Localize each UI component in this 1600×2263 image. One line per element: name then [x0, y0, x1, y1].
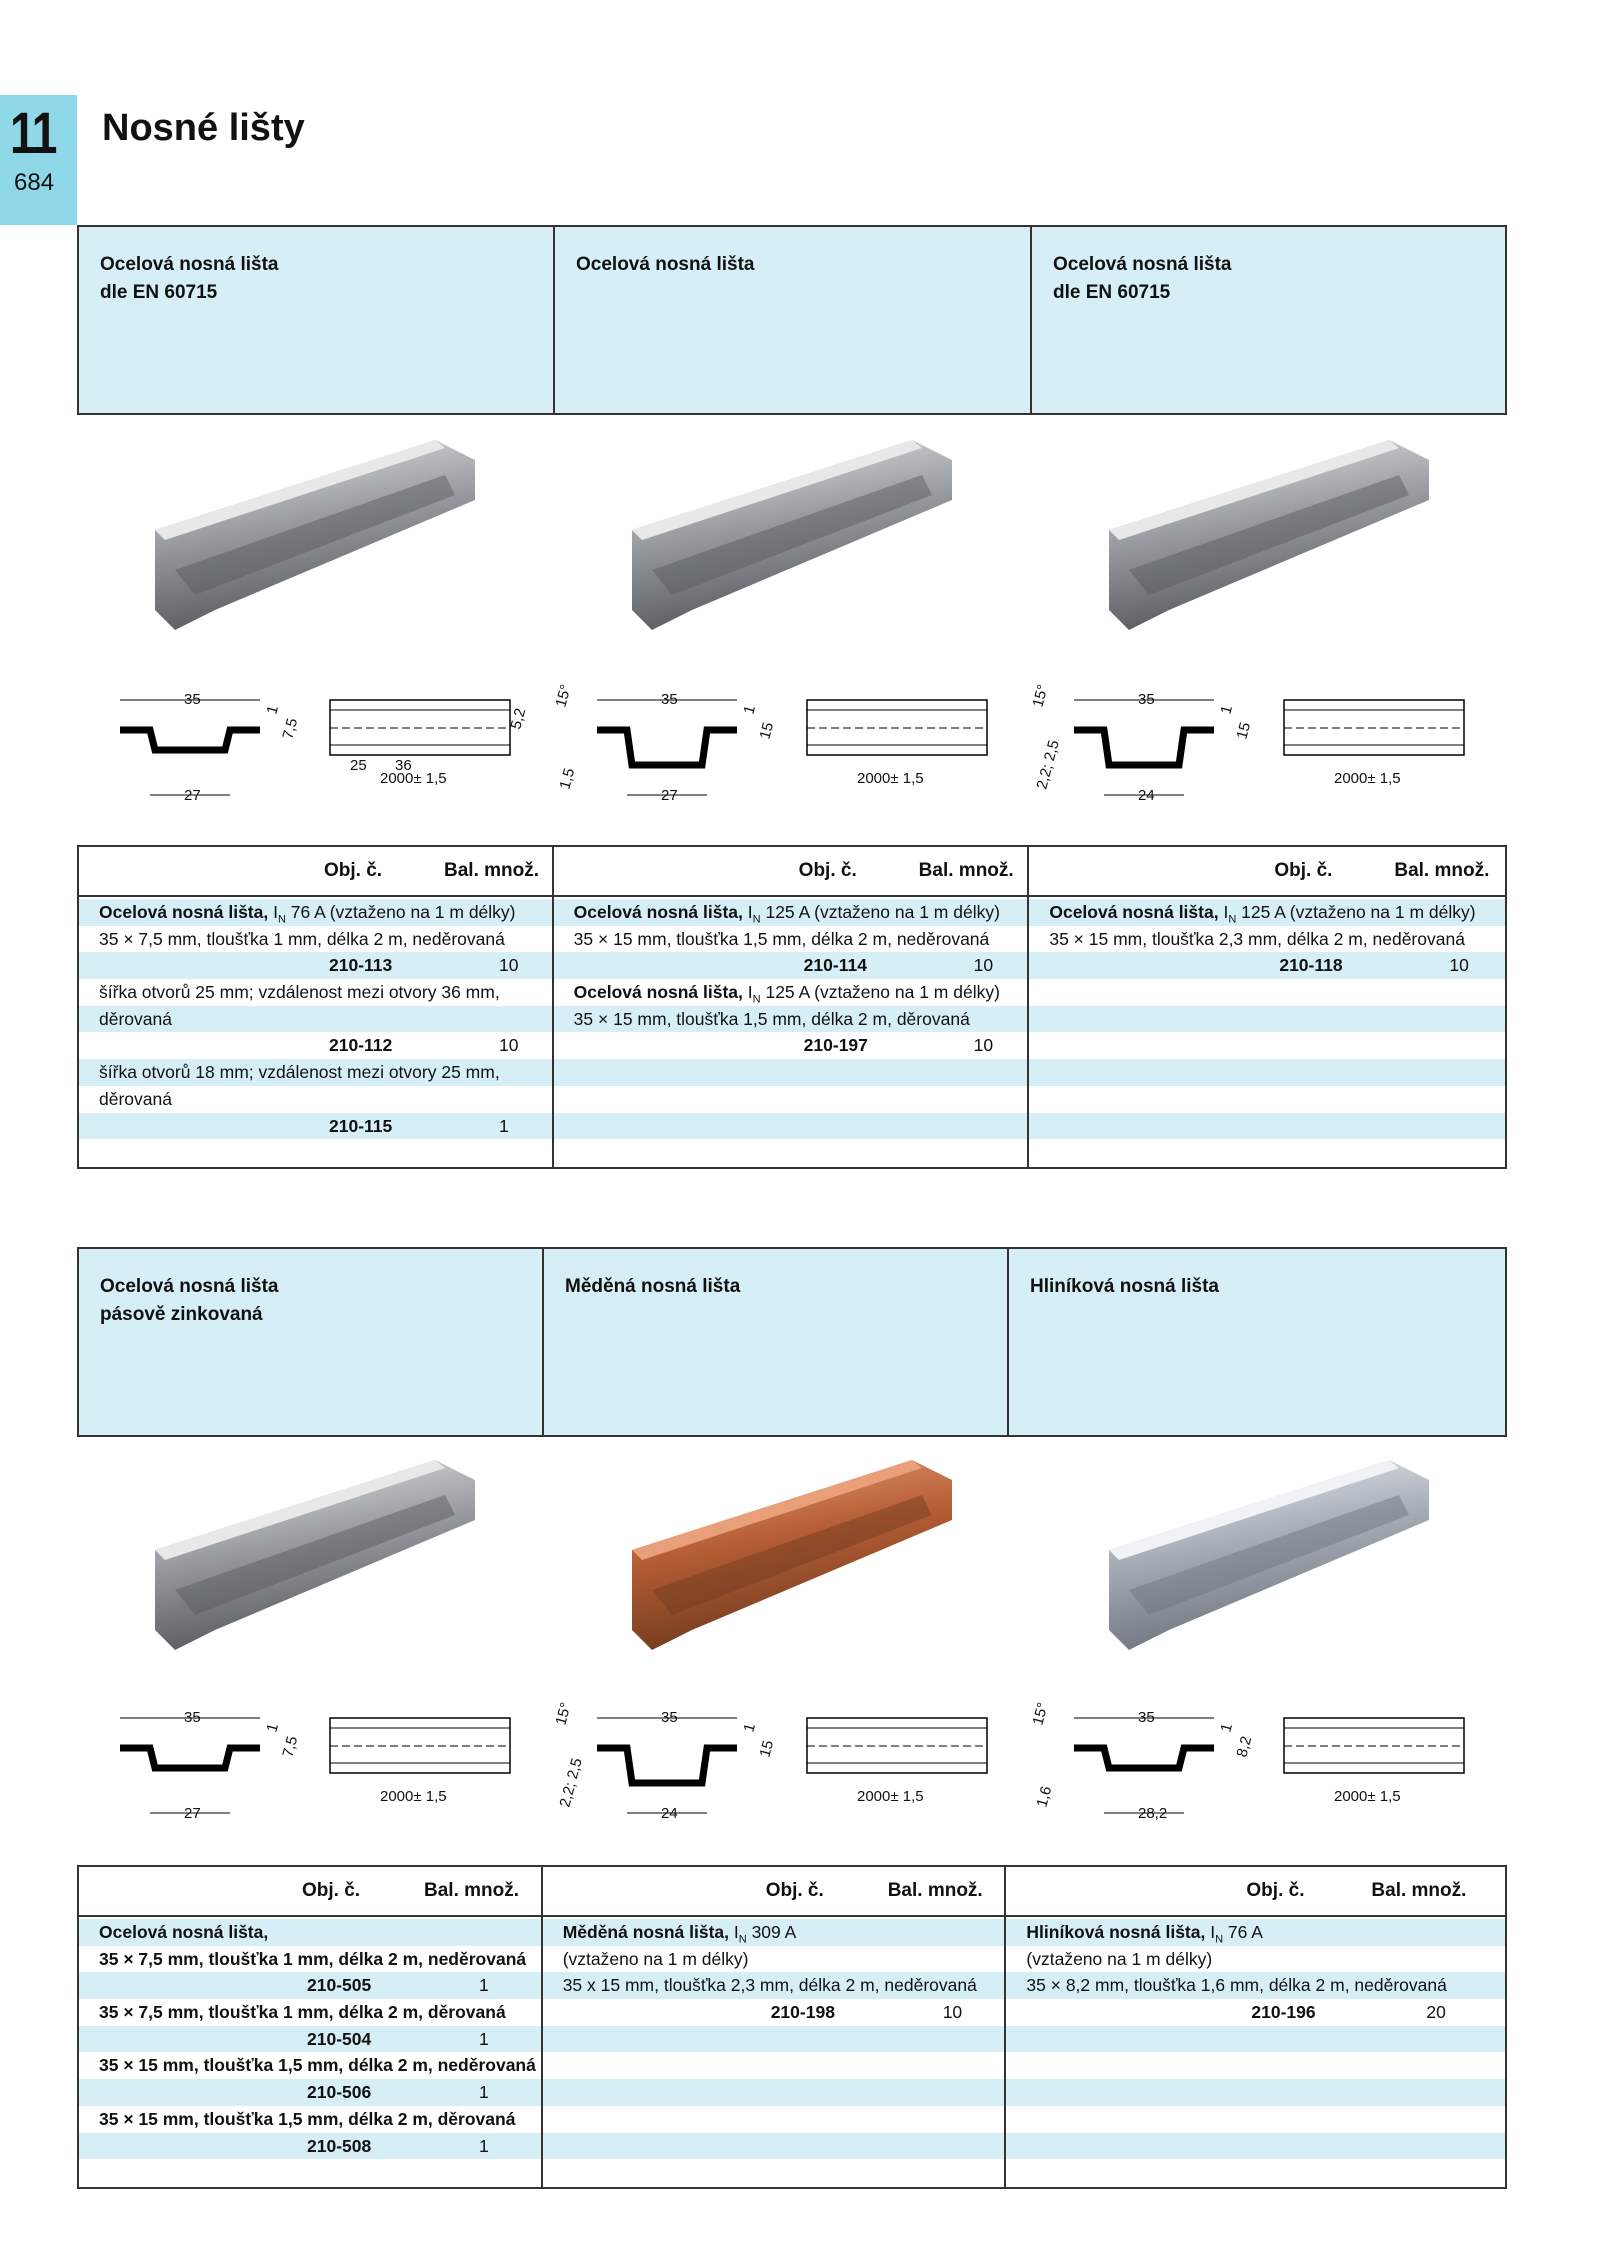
table-row — [79, 2052, 541, 2079]
table-row — [1006, 1946, 1505, 1973]
product-title-line: dle EN 60715 — [100, 282, 218, 303]
table-row — [1029, 1059, 1505, 1086]
row-text: (vztaženo na 1 m délky) — [562, 1948, 749, 1969]
product-title — [79, 1249, 544, 1435]
pack-quantity: 10 — [1449, 955, 1469, 976]
dim-label-length: 2000± 1,5 — [1333, 1788, 1401, 1805]
table-row — [554, 952, 1028, 979]
pack-quantity: 10 — [973, 1035, 994, 1056]
order-table-column — [79, 1867, 543, 2187]
table-row — [543, 2159, 1005, 2186]
pack-quantity: 1 — [479, 1975, 489, 1996]
table-row — [554, 1086, 1028, 1113]
dim-label-width: 35 — [1137, 1709, 1155, 1726]
table-row — [1006, 2079, 1505, 2106]
dim-label-width: 35 — [661, 1709, 678, 1726]
product-drawing-cell — [77, 670, 554, 840]
dim-label-inner: 24 — [1137, 787, 1155, 804]
table-row — [1006, 2133, 1505, 2160]
table-row — [79, 2133, 541, 2160]
table-rows — [554, 897, 1028, 1167]
row-bold-text: Měděná nosná lišta, — [562, 1922, 729, 1942]
dim-label-height: 7,5 — [279, 1734, 302, 1760]
row-text: 309 A — [746, 1922, 797, 1942]
dim-label-width: 35 — [661, 691, 678, 708]
dim-label-inner: 28,2 — [1137, 1805, 1167, 1822]
rail-photo — [612, 1440, 972, 1670]
dim-label-inner: 27 — [661, 787, 678, 804]
dim-label-slot: 25 — [350, 757, 368, 774]
table-row — [1029, 1113, 1505, 1140]
rail-profile — [120, 1748, 260, 1768]
rail-photo — [135, 1440, 495, 1670]
table-row — [79, 899, 552, 926]
header-order-number: Obj. č. — [302, 1880, 361, 1901]
dim-label-thick: 1 — [740, 703, 760, 717]
product-photo-cell — [554, 1440, 1031, 1670]
product-photo-cell — [1030, 420, 1507, 650]
rail-photo — [1089, 1440, 1449, 1670]
pack-quantity: 1 — [479, 2135, 489, 2156]
table-rows — [79, 1917, 541, 2187]
table-row — [554, 926, 1028, 953]
table-row — [1029, 899, 1505, 926]
current-symbol: I — [747, 902, 753, 922]
order-table-column — [543, 1867, 1007, 2187]
dim-label-width: 35 — [184, 1709, 202, 1726]
row-text: 35 × 15 mm, tloušťka 1,5 mm, délka 2 m, děrovaná — [573, 1008, 970, 1029]
dim-label-thick: 1 — [263, 1721, 283, 1735]
dim-label-height: 15 — [756, 720, 778, 742]
table-row — [543, 2052, 1005, 2079]
current-symbol: I — [1210, 1922, 1216, 1942]
row-text: šířka otvorů 18 mm; vzdálenost mezi otvory 25 mm, — [99, 1062, 500, 1083]
chapter-tab — [0, 95, 77, 225]
order-number[interactable]: 210-114 — [803, 955, 867, 976]
dimension-drawing — [80, 670, 550, 840]
table-row — [1029, 952, 1505, 979]
row-text: 35 × 7,5 mm, tloušťka 1 mm, délka 2 m, neděrovaná — [99, 928, 505, 949]
product-drawing-cell — [77, 1688, 554, 1858]
row-bold-text: 35 × 7,5 mm, tloušťka 1 mm, délka 2 m, děrovaná — [99, 2002, 506, 2023]
dim-label-angle: 15° — [552, 1700, 575, 1728]
header-pack-quantity: Bal. množ. — [424, 1880, 520, 1901]
pack-quantity: 1 — [479, 2082, 489, 2103]
table-row — [554, 1113, 1028, 1140]
current-symbol: I — [733, 1922, 739, 1942]
header-pack-quantity: Bal. množ. — [444, 860, 540, 881]
row-text: šířka otvorů 25 mm; vzdálenost mezi otvory 36 mm, — [99, 982, 500, 1003]
header-pack-quantity: Bal. množ. — [1394, 860, 1490, 881]
current-subscript: N — [1215, 1933, 1224, 1946]
header-order-number: Obj. č. — [765, 1880, 824, 1901]
product-header-box — [77, 1247, 1507, 1437]
row-text: 125 A (vztaženo na 1 m délky) — [1236, 902, 1476, 922]
table-row — [79, 1086, 552, 1113]
row-text: 35 x 15 mm, tloušťka 2,3 mm, délka 2 m, neděrovaná — [562, 1975, 977, 1996]
order-number[interactable]: 210-198 — [770, 2002, 835, 2023]
header-pack-quantity: Bal. množ. — [1371, 1880, 1467, 1901]
current-symbol: I — [1223, 902, 1229, 922]
row-text: děrovaná — [99, 1088, 172, 1109]
order-table — [77, 845, 1507, 1169]
product-title-line: pásově zinkovaná — [100, 1304, 263, 1325]
product-photos — [77, 1440, 1507, 1670]
row-bold-text: Ocelová nosná lišta, — [573, 982, 743, 1003]
dim-label-inner: 27 — [184, 1805, 202, 1822]
order-number[interactable]: 210-196 — [1251, 2002, 1316, 2023]
row-bold-text: Hliníková nosná lišta, — [1026, 1922, 1206, 1942]
current-subscript: N — [752, 913, 761, 926]
product-title-line: Ocelová nosná lišta — [1053, 254, 1232, 275]
current-symbol: I — [273, 902, 278, 922]
table-row — [79, 1032, 552, 1059]
table-header — [79, 1867, 541, 1917]
dim-label-height: 8,2 — [1233, 1734, 1255, 1760]
table-row — [79, 1999, 541, 2026]
table-row — [1029, 1139, 1505, 1166]
table-row — [79, 1113, 552, 1140]
rail-profile — [597, 730, 737, 765]
order-table-column — [554, 847, 1030, 1167]
row-text: 76 A (vztaženo na 1 m délky) — [285, 902, 516, 922]
product-title-line: Ocelová nosná lišta — [100, 254, 279, 275]
dim-label-length: 2000± 1,5 — [380, 1788, 447, 1805]
table-rows — [79, 897, 552, 1167]
pack-quantity: 1 — [479, 2028, 489, 2049]
current-symbol: I — [747, 982, 753, 1003]
header-order-number: Obj. č. — [1246, 1880, 1305, 1901]
table-row — [1006, 1972, 1505, 1999]
dim-label-height: 15 — [1233, 720, 1254, 742]
header-order-number: Obj. č. — [324, 860, 383, 881]
row-text: 76 A — [1223, 1922, 1263, 1942]
dimension-drawing — [552, 1688, 1027, 1858]
row-bold-text: 35 × 7,5 mm, tloušťka 1 mm, délka 2 m, neděrovaná — [99, 1948, 527, 1969]
order-table — [77, 1865, 1507, 2189]
table-row — [543, 2026, 1005, 2053]
current-subscript: N — [752, 993, 761, 1006]
table-row — [543, 2079, 1005, 2106]
product-title — [1032, 227, 1509, 413]
product-photo-cell — [1030, 1440, 1507, 1670]
product-title-line: Hliníková nosná lišta — [1030, 1276, 1219, 1297]
dimension-drawing — [1029, 670, 1504, 840]
row-bold-text: Ocelová nosná lišta, — [1049, 902, 1219, 922]
product-title-line: Měděná nosná lišta — [565, 1276, 741, 1297]
table-row — [554, 979, 1028, 1006]
row-bold-text: Ocelová nosná lišta, — [573, 902, 743, 922]
dim-label-width: 35 — [1137, 691, 1155, 708]
page-title: Nosné lišty — [102, 107, 305, 149]
dim-label-flange: 2,2; 2,5 — [556, 1756, 586, 1810]
dim-label-angle: 15° — [1029, 1700, 1052, 1728]
order-number[interactable]: 210-113 — [329, 955, 393, 976]
row-text: děrovaná — [99, 1008, 172, 1029]
product-title — [544, 1249, 1009, 1435]
table-row — [543, 1972, 1005, 1999]
row-text: 35 × 15 mm, tloušťka 2,3 mm, délka 2 m, neděrovaná — [1049, 928, 1465, 949]
table-row — [1006, 2106, 1505, 2133]
dim-label-length: 2000± 1,5 — [857, 770, 924, 787]
row-text: 125 A (vztaženo na 1 m délky) — [760, 982, 1000, 1003]
row-text: 125 A (vztaženo na 1 m délky) — [760, 902, 1000, 922]
rail-profile — [1074, 730, 1214, 765]
table-rows — [1029, 897, 1505, 1167]
dim-label-thick: 1 — [1217, 1721, 1236, 1735]
order-number[interactable]: 210-112 — [329, 1035, 393, 1056]
table-row — [543, 1999, 1005, 2026]
product-photos — [77, 420, 1507, 650]
dim-label-angle: 15° — [552, 682, 575, 710]
product-photo-cell — [77, 1440, 554, 1670]
page-number: 684 — [14, 169, 55, 196]
current-subscript: N — [277, 913, 286, 926]
header-order-number: Obj. č. — [798, 860, 857, 881]
table-row — [79, 979, 552, 1006]
product-photo-cell — [554, 420, 1031, 650]
current-subscript: N — [1228, 913, 1237, 926]
table-header — [554, 847, 1028, 897]
table-rows — [1006, 1917, 1505, 2187]
table-row — [1006, 2026, 1505, 2053]
table-row — [1029, 979, 1505, 1006]
table-row — [543, 2133, 1005, 2160]
table-row — [1006, 1919, 1505, 1946]
product-title — [1009, 1249, 1509, 1435]
product-title-line: Ocelová nosná lišta — [100, 1276, 279, 1297]
dim-label-length: 2000± 1,5 — [857, 1788, 924, 1805]
order-number[interactable]: 210-505 — [307, 1975, 372, 1996]
table-row — [79, 2106, 541, 2133]
table-row — [1006, 2052, 1505, 2079]
order-number[interactable]: 210-506 — [307, 2082, 372, 2103]
table-header — [1006, 1867, 1505, 1917]
row-text: (vztaženo na 1 m délky) — [1026, 1948, 1213, 1969]
table-row — [79, 1972, 541, 1999]
table-row — [1029, 1032, 1505, 1059]
product-header-box — [77, 225, 1507, 415]
table-row — [79, 2026, 541, 2053]
table-row — [554, 899, 1028, 926]
table-row — [79, 1946, 541, 1973]
table-row — [79, 1006, 552, 1033]
dim-label-inner: 24 — [661, 1805, 678, 1822]
pack-quantity: 20 — [1426, 2002, 1446, 2023]
dim-label-flange: 1,6 — [1033, 1784, 1055, 1810]
rail-photo — [1089, 420, 1449, 650]
table-row — [554, 1032, 1028, 1059]
current-subscript: N — [738, 1933, 747, 1946]
row-text: 35 × 15 mm, tloušťka 1,5 mm, délka 2 m, neděrovaná — [573, 928, 990, 949]
dim-label-angle: 15° — [1029, 682, 1052, 710]
table-header — [543, 1867, 1005, 1917]
dim-label-thick: 1 — [263, 703, 283, 717]
product-title — [79, 227, 555, 413]
order-number[interactable]: 210-504 — [307, 2028, 372, 2049]
table-rows — [543, 1917, 1005, 2187]
product-drawing-cell — [554, 670, 1031, 840]
dimension-drawing — [80, 1688, 550, 1858]
product-drawing-cell — [1030, 1688, 1507, 1858]
row-bold-text: 35 × 15 mm, tloušťka 1,5 mm, délka 2 m, neděrovaná — [99, 2055, 536, 2076]
table-row — [543, 1946, 1005, 1973]
product-title — [555, 227, 1032, 413]
table-row — [79, 1059, 552, 1086]
table-row — [79, 2159, 541, 2186]
order-number[interactable]: 210-115 — [329, 1115, 393, 1136]
table-row — [554, 1059, 1028, 1086]
row-text: 35 × 8,2 mm, tloušťka 1,6 mm, délka 2 m, neděrovaná — [1026, 1975, 1447, 1996]
product-drawing-cell — [1030, 670, 1507, 840]
table-row — [79, 1919, 541, 1946]
dim-label-pitch: 36 — [395, 757, 413, 774]
table-row — [543, 1919, 1005, 1946]
table-row — [1006, 1999, 1505, 2026]
table-row — [554, 1139, 1028, 1166]
rail-profile — [597, 1748, 737, 1783]
header-pack-quantity: Bal. množ. — [887, 1880, 983, 1901]
row-bold-text: 35 × 15 mm, tloušťka 1,5 mm, délka 2 m, děrovaná — [99, 2108, 516, 2129]
pack-quantity: 10 — [942, 2002, 963, 2023]
table-row — [543, 2106, 1005, 2133]
rail-profile — [120, 730, 260, 750]
dim-label-height: 7,5 — [279, 716, 302, 742]
dim-label-flange: 1,5 — [556, 766, 579, 792]
dim-label-slot-h: 5,2 — [507, 706, 530, 732]
order-number[interactable]: 210-197 — [803, 1035, 868, 1056]
table-row — [1029, 1086, 1505, 1113]
header-pack-quantity: Bal. množ. — [918, 860, 1014, 881]
order-table-column — [1006, 1867, 1505, 2187]
table-header — [1029, 847, 1505, 897]
product-drawings — [77, 1688, 1507, 1858]
table-row — [79, 952, 552, 979]
order-number[interactable]: 210-118 — [1279, 955, 1343, 976]
dim-label-height: 15 — [756, 1738, 778, 1760]
table-header — [79, 847, 552, 897]
dim-label-flange: 2,2; 2,5 — [1033, 738, 1063, 792]
pack-quantity: 10 — [499, 955, 519, 976]
pack-quantity: 10 — [973, 955, 994, 976]
table-row — [554, 1006, 1028, 1033]
header-order-number: Obj. č. — [1274, 860, 1333, 881]
product-title-line: dle EN 60715 — [1053, 282, 1171, 303]
order-table-column — [1029, 847, 1505, 1167]
dimension-drawing — [1029, 1688, 1504, 1858]
dim-label-length: 2000± 1,5 — [380, 770, 447, 787]
product-drawing-cell — [554, 1688, 1031, 1858]
order-table-column — [79, 847, 554, 1167]
dimension-drawing — [552, 670, 1027, 840]
table-row — [1006, 2159, 1505, 2186]
row-bold-text: Ocelová nosná lišta, — [99, 1922, 269, 1942]
rail-profile — [1074, 1748, 1214, 1768]
product-title-line: Ocelová nosná lišta — [576, 254, 755, 275]
dim-label-thick: 1 — [740, 1721, 760, 1735]
row-bold-text: Ocelová nosná lišta, — [99, 902, 269, 922]
dim-label-thick: 1 — [1217, 703, 1236, 717]
pack-quantity: 10 — [499, 1035, 519, 1056]
product-drawings — [77, 670, 1507, 840]
pack-quantity: 1 — [499, 1115, 509, 1136]
dim-label-inner: 27 — [184, 787, 202, 804]
table-row — [79, 1139, 552, 1166]
table-row — [1029, 1006, 1505, 1033]
order-number[interactable]: 210-508 — [307, 2135, 372, 2156]
table-row — [79, 2079, 541, 2106]
product-photo-cell — [77, 420, 554, 650]
table-row — [1029, 926, 1505, 953]
rail-photo — [135, 420, 495, 650]
dim-label-length: 2000± 1,5 — [1333, 770, 1401, 787]
rail-photo — [612, 420, 972, 650]
chapter-number: 11 — [10, 101, 56, 166]
dim-label-width: 35 — [184, 691, 202, 708]
table-row — [79, 926, 552, 953]
